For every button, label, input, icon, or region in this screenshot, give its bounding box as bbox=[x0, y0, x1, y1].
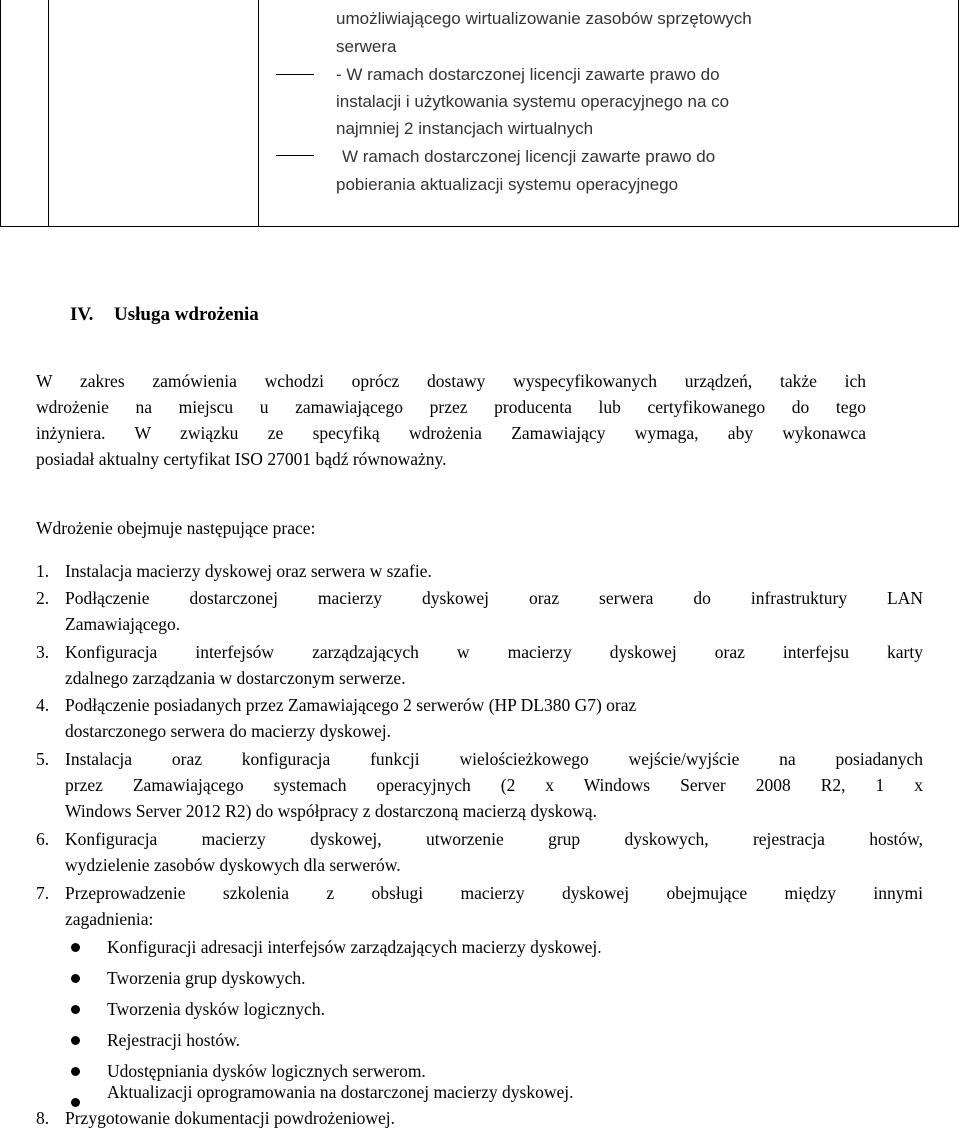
item-line: Przeprowadzenie szkolenia z obsługi macierzy dyskowej obejmujące między innymi bbox=[65, 883, 923, 903]
bullet-icon bbox=[71, 1036, 80, 1045]
spec-line: najmniej 2 instancjach wirtualnych bbox=[336, 119, 594, 138]
spec-line: pobierania aktualizacji systemu operacyjnego bbox=[336, 175, 679, 194]
spec-line: serwera bbox=[336, 37, 397, 56]
item-line: Windows Server 2012 R2) do współpracy z dostarczoną macierzą dyskową. bbox=[65, 801, 597, 821]
list-item bbox=[65, 585, 923, 637]
bullet-item: Tworzenia grup dyskowych. bbox=[107, 968, 306, 988]
spec-line: W ramach dostarczonej licencji zawarte prawo do bbox=[342, 147, 716, 166]
item-number: 3. bbox=[36, 642, 50, 662]
spec-line: - W ramach dostarczonej licencji zawarte prawo do bbox=[336, 65, 720, 84]
item-line: Instalacja oraz konfiguracja funkcji wielościeżkowego wejście/wyjście na posiadanych bbox=[65, 749, 923, 769]
item-line: Konfiguracja macierzy dyskowej, utworzenie grup dyskowych, rejestracja hostów, bbox=[65, 829, 923, 849]
item-line: Podłączenie dostarczonej macierzy dyskowej oraz serwera do infrastruktury LAN bbox=[65, 588, 923, 608]
item-line: Podłączenie posiadanych przez Zamawiającego 2 serwerów (HP DL380 G7) oraz bbox=[65, 695, 637, 715]
item-number: 8. bbox=[36, 1108, 50, 1128]
section-heading bbox=[70, 304, 259, 326]
list-item bbox=[65, 880, 923, 932]
list-item bbox=[65, 1105, 923, 1131]
item-number: 7. bbox=[36, 883, 50, 903]
intro-line: W zakres zamówienia wchodzi oprócz dostawy wyspecyfikowanych urządzeń, także ich bbox=[36, 371, 866, 391]
item-line: Zamawiającego. bbox=[65, 614, 181, 634]
table-column-parameter bbox=[49, 0, 259, 226]
bullet-icon bbox=[71, 1005, 80, 1014]
item-line: dostarczonego serwera do macierzy dyskowej. bbox=[65, 721, 392, 741]
list-item bbox=[65, 639, 923, 691]
bullet-item: Aktualizacji oprogramowania na dostarczonej macierzy dyskowej. bbox=[107, 1082, 574, 1102]
list-item bbox=[65, 558, 923, 584]
works-heading: Wdrożenie obejmuje następujące prace: bbox=[36, 518, 316, 538]
section-title: Usługa wdrożenia bbox=[114, 304, 259, 325]
list-item bbox=[65, 692, 845, 744]
bullet-icon bbox=[71, 1067, 80, 1076]
item-number: 1. bbox=[36, 561, 50, 581]
item-line: Przygotowanie dokumentacji powdrożeniowej. bbox=[65, 1108, 395, 1128]
list-item bbox=[65, 746, 923, 824]
dash-marker bbox=[276, 74, 314, 75]
item-number: 4. bbox=[36, 695, 50, 715]
item-line: przez Zamawiającego systemach operacyjnych (2 x Windows Server 2008 R2, 1 x bbox=[65, 775, 923, 795]
section-number: IV. bbox=[70, 304, 94, 325]
bullet-icon bbox=[71, 943, 80, 952]
spec-line: umożliwiającego wirtualizowanie zasobów sprzętowych bbox=[336, 9, 752, 28]
bullet-item: Konfiguracji adresacji interfejsów zarządzających macierzy dyskowej. bbox=[107, 937, 602, 957]
intro-line: wdrożenie na miejscu u zamawiającego przez producenta lub certyfikowanego do tego bbox=[36, 397, 866, 417]
item-number: 2. bbox=[36, 588, 50, 608]
spec-line: instalacji i użytkowania systemu operacyjnego na co bbox=[336, 92, 730, 111]
intro-paragraph bbox=[36, 368, 866, 472]
bullet-icon bbox=[71, 974, 80, 983]
item-line: Konfiguracja interfejsów zarządzających w macierzy dyskowej oraz interfejsu karty bbox=[65, 642, 923, 662]
item-number: 6. bbox=[36, 829, 50, 849]
bullet-item: Rejestracji hostów. bbox=[107, 1030, 241, 1050]
table-column-number bbox=[1, 0, 49, 226]
intro-line: inżyniera. W związku ze specyfiką wdrożenia Zamawiający wymaga, aby wykonawca bbox=[36, 423, 866, 443]
item-line: zdalnego zarządzania w dostarczonym serwerze. bbox=[65, 668, 406, 688]
item-number: 5. bbox=[36, 749, 50, 769]
item-line: wydzielenie zasobów dyskowych dla serwerów. bbox=[65, 855, 401, 875]
item-line: Instalacja macierzy dyskowej oraz serwera w szafie. bbox=[65, 561, 432, 581]
dash-marker bbox=[276, 155, 314, 156]
bullet-item: Udostępniania dysków logicznych serwerom. bbox=[107, 1061, 426, 1081]
item-line: zagadnienia: bbox=[65, 909, 154, 929]
intro-line: posiadał aktualny certyfikat ISO 27001 bądź równoważny. bbox=[36, 449, 447, 469]
list-item bbox=[65, 826, 923, 878]
bullet-item: Tworzenia dysków logicznych. bbox=[107, 999, 325, 1019]
